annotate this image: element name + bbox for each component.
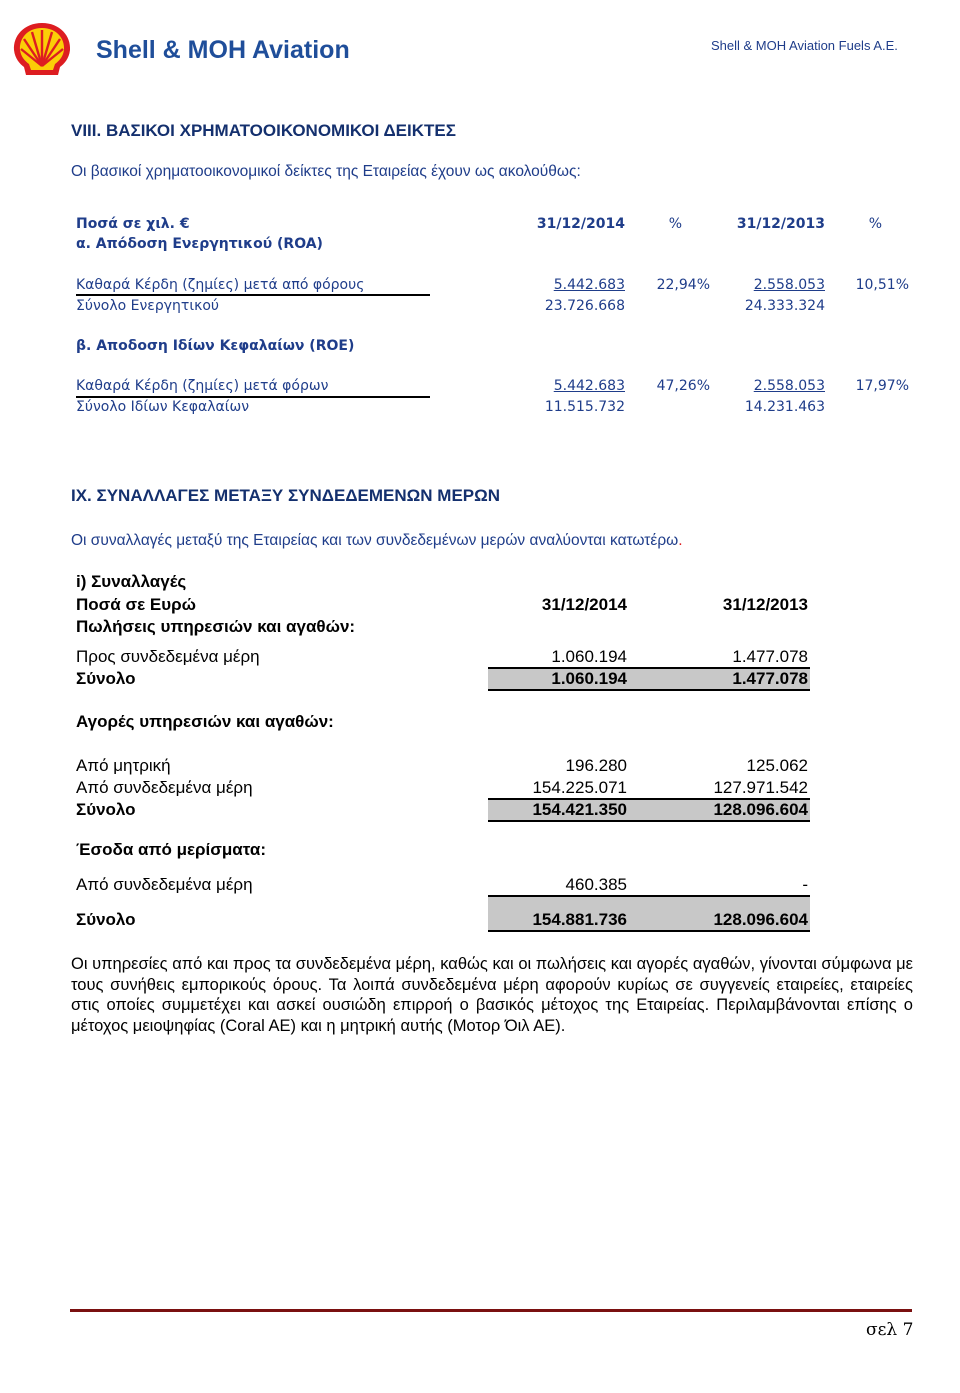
purchases-total-label: Σύνολο <box>76 800 136 819</box>
shell-pecten-icon <box>10 20 74 80</box>
roe-row1-label: Καθαρά Κέρδη (ζημίες) μετά φόρων <box>76 378 329 394</box>
roe-fraction-line <box>76 396 430 398</box>
roa-row1-2013: 2.558.053 <box>753 277 825 293</box>
sales-total-2014: 1.060.194 <box>551 669 627 688</box>
shell-logo <box>10 20 74 80</box>
brand-name: Shell & MOH Aviation <box>96 36 350 64</box>
transactions-title: i) Συναλλαγές <box>76 572 187 591</box>
col-2013-header: 31/12/2013 <box>736 216 825 232</box>
roa-pct-2013: 10,51% <box>855 277 909 293</box>
company-name: Shell & MOH Aviation Fuels A.E. <box>711 38 898 53</box>
sales-total-bottom-line <box>488 689 810 691</box>
dividends-total-2013: 128.096.604 <box>713 910 808 929</box>
purchases-row1-2013: 125.062 <box>746 756 808 775</box>
purchases-total-2014: 154.421.350 <box>532 800 627 819</box>
roa-pct-2014: 22,94% <box>656 277 710 293</box>
roe-title: β. Αποδοση Ιδίων Κεφαλαίων (ROE) <box>76 338 355 354</box>
roe-pct-2013: 17,97% <box>855 378 909 394</box>
roe-row1-2014: 5.442.683 <box>553 378 625 394</box>
section-8-title: VIII. ΒΑΣΙΚΟΙ ΧΡΗΜΑΤΟΟΙΚΟΝΟΜΙΚΟΙ ΔΕΙΚΤΕΣ <box>71 121 456 140</box>
euro-amounts-label: Ποσά σε Ευρώ <box>76 595 196 614</box>
section-9-intro-text: Οι συναλλαγές μεταξύ της Εταιρείας και των συνδεδεμένων μερών αναλύονται κατωτέρω <box>71 532 679 549</box>
related-parties-paragraph <box>71 954 913 1036</box>
purchases-title: Αγορές υπηρεσιών και αγαθών: <box>76 712 334 731</box>
dividends-row-label: Από συνδεδεμένα μέρη <box>76 875 253 894</box>
roe-row1-2013: 2.558.053 <box>753 378 825 394</box>
roa-row2-label: Σύνολο Ενεργητικού <box>76 298 219 314</box>
col-2013-header-9: 31/12/2013 <box>722 595 808 614</box>
roe-pct-2014: 47,26% <box>656 378 710 394</box>
dividends-title: Έσοδα από μερίσματα: <box>76 840 266 859</box>
roe-row2-2013: 14.231.463 <box>744 399 825 415</box>
sales-total-label: Σύνολο <box>76 669 136 688</box>
purchases-row2-2013: 127.971.542 <box>713 778 808 797</box>
roa-fraction-line <box>76 294 430 296</box>
roa-row1-2014: 5.442.683 <box>553 277 625 293</box>
purchases-row1-2014: 196.280 <box>565 756 627 775</box>
dividends-row-2014: 460.385 <box>565 875 627 894</box>
col-pct2-header: % <box>868 216 882 232</box>
roa-row2-2014: 23.726.668 <box>544 298 625 314</box>
section-9-intro <box>71 532 683 550</box>
dividends-row-2013: - <box>802 875 808 894</box>
roa-row2-2013: 24.333.324 <box>744 298 825 314</box>
amounts-label: Ποσά σε χιλ. € <box>76 216 190 232</box>
roa-row1-label: Καθαρά Κέρδη (ζημίες) μετά από φόρους <box>76 277 365 293</box>
purchases-total-bottom-line <box>488 820 810 822</box>
section-9-intro-dot: . <box>678 532 683 549</box>
purchases-row2-2014: 154.225.071 <box>532 778 627 797</box>
purchases-row1-label: Από μητρική <box>76 756 171 775</box>
roe-row2-2014: 11.515.732 <box>544 399 625 415</box>
purchases-total-2013: 128.096.604 <box>713 800 808 819</box>
dividends-total-bottom-line <box>488 930 810 932</box>
dividends-total-label: Σύνολο <box>76 910 136 929</box>
sales-row-label: Προς συνδεδεμένα μέρη <box>76 647 260 666</box>
sales-total-2013: 1.477.078 <box>732 669 808 688</box>
sales-title: Πωλήσεις υπηρεσιών και αγαθών: <box>76 617 356 636</box>
sales-row-2014: 1.060.194 <box>551 647 627 666</box>
footer-rule <box>70 1309 912 1312</box>
paragraph-text: Οι υπηρεσίες από και προς τα συνδεδεμένα μέρη, καθώς και οι πωλήσεις και αγορές αγαθών, γίνονται σύμφωνα με τους συνήθεις εμπορικούς όρους. Τα λοιπά συνδεδεμένα μέρη αφορούν κυρίως σε συγγενείς εταιρείες, εταιρείες στις οποίες συμμετέχει και ασκεί ουσιώδη επιρροή ο βασικός μέτοχος της Εταιρείας. Περιλαμβάνονται επίσης ο μέτοχος μειοψηφίας (Coral AE) και η μητρική αυτής (Μοτορ Όιλ ΑΕ). <box>71 955 913 1035</box>
col-pct-header: % <box>668 216 682 232</box>
roa-title: α. Απόδοση Ενεργητικού (ROA) <box>76 236 323 252</box>
col-2014-header-9: 31/12/2014 <box>541 595 627 614</box>
dividends-total-2014: 154.881.736 <box>532 910 627 929</box>
purchases-row2-label: Από συνδεδεμένα μέρη <box>76 778 253 797</box>
section-8-intro: Οι βασικοί χρηματοοικονομικοί δείκτες της Εταιρείας έχουν ως ακολούθως: <box>71 163 581 180</box>
page-number: σελ 7 <box>866 1320 914 1340</box>
col-2014-header: 31/12/2014 <box>536 216 625 232</box>
dividends-total-top-line <box>488 895 810 897</box>
roe-row2-label: Σύνολο Ιδίων Κεφαλαίων <box>76 399 250 415</box>
sales-row-2013: 1.477.078 <box>732 647 808 666</box>
section-9-title: IX. ΣΥΝΑΛΛΑΓΕΣ ΜΕΤΑΞΥ ΣΥΝΔΕΔΕΜΕΝΩΝ ΜΕΡΩΝ <box>71 486 501 505</box>
